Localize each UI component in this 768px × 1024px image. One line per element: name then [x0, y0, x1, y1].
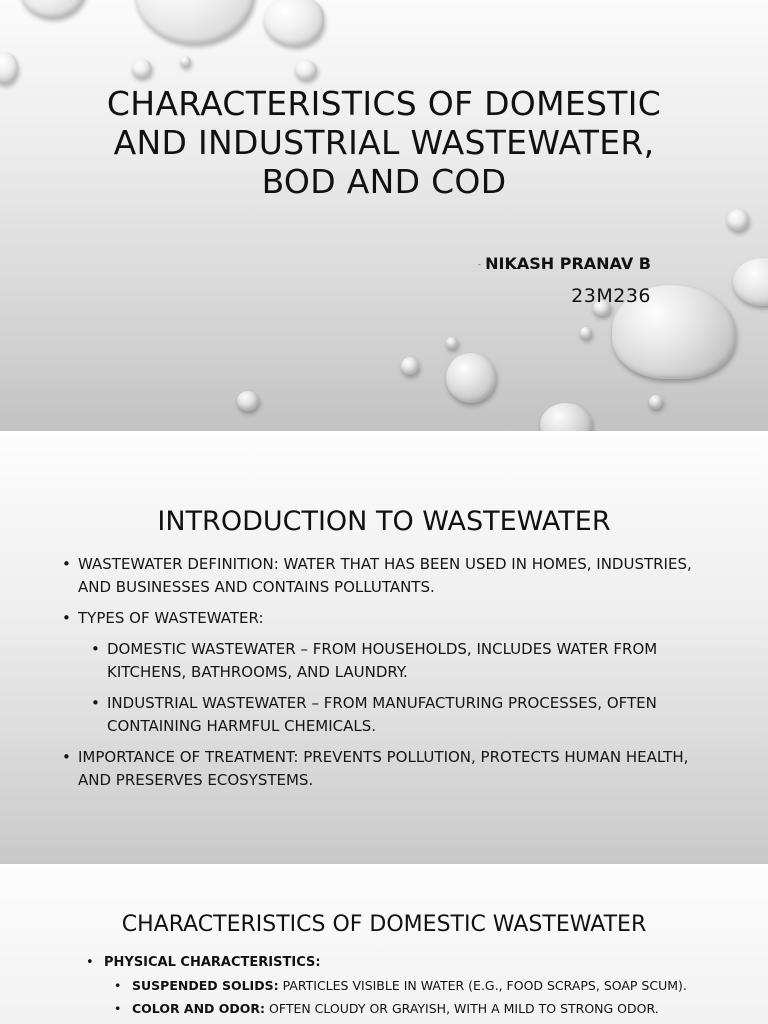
sub-bullet-item: • DOMESTIC WASTEWATER – FROM HOUSEHOLDS, INCLUDES WATER FROM KITCHENS, BATHROOMS, AND LAUNDRY. — [91, 638, 712, 684]
water-drop-icon — [727, 209, 749, 231]
slide-divider — [0, 431, 768, 435]
physical-characteristics-heading: PHYSICAL CHARACTERISTICS: — [104, 955, 321, 970]
water-drop-icon — [649, 395, 663, 409]
bullet-heading — [86, 955, 321, 970]
water-drop-icon — [20, 0, 86, 18]
item-label: SUSPENDED SOLIDS: — [132, 978, 279, 993]
sub-bullet-item — [114, 978, 687, 993]
water-drop-icon — [580, 327, 592, 339]
item-text: PARTICLES VISIBLE IN WATER (E.G., FOOD SCRAPS, SOAP SCUM). — [278, 978, 687, 993]
slide-title: INTRODUCTION TO WASTEWATER — [157, 506, 611, 537]
item-label: COLOR AND ODOR: — [132, 1001, 266, 1016]
slide-divider — [0, 864, 768, 868]
item-text: OFTEN CLOUDY OR GRAYISH, WITH A MILD TO STRONG ODOR. — [265, 1001, 659, 1016]
slide-title: CHARACTERISTICS OF DOMESTIC WASTEWATER — [121, 912, 647, 937]
bullet-item: • IMPORTANCE OF TREATMENT: PREVENTS POLLUTION, PROTECTS HUMAN HEALTH, AND PRESERVES ECOSYSTEMS. — [62, 746, 712, 792]
water-drop-icon — [540, 403, 592, 433]
author-name-text: NIKASH PRANAV B — [485, 254, 651, 273]
bullet-item: • TYPES OF WASTEWATER: — [62, 607, 712, 630]
bullet-list — [62, 553, 712, 800]
water-drop-icon — [132, 59, 152, 78]
sub-bullet-item — [114, 1001, 659, 1016]
water-drop-icon — [401, 357, 419, 375]
roll-number: 23M236 — [571, 285, 651, 307]
sub-bullet-item: • INDUSTRIAL WASTEWATER – FROM MANUFACTURING PROCESSES, OFTEN CONTAINING HARMFUL CHEMICALS. — [91, 692, 712, 738]
water-drop-icon — [0, 52, 18, 84]
water-drop-icon — [733, 258, 768, 306]
water-drop-icon — [180, 56, 191, 67]
water-drop-icon — [446, 353, 496, 403]
bullet-item: • WASTEWATER DEFINITION: WATER THAT HAS BEEN USED IN HOMES, INDUSTRIES, AND BUSINESSES AND CONTAINS POLLUTANTS. — [62, 553, 712, 599]
domestic-characteristics-slide — [0, 866, 768, 1024]
author-name — [478, 254, 651, 273]
introduction-slide — [0, 433, 768, 866]
water-drop-icon — [446, 337, 458, 349]
water-drop-icon — [237, 391, 259, 411]
water-drop-icon — [295, 60, 317, 80]
author-dash: - — [477, 259, 482, 270]
water-drop-icon — [264, 0, 324, 46]
water-drop-icon — [135, 0, 255, 44]
title-slide — [0, 0, 768, 433]
presentation-title: CHARACTERISTICS OF DOMESTIC AND INDUSTRIAL WASTEWATER, BOD AND COD — [106, 84, 662, 201]
